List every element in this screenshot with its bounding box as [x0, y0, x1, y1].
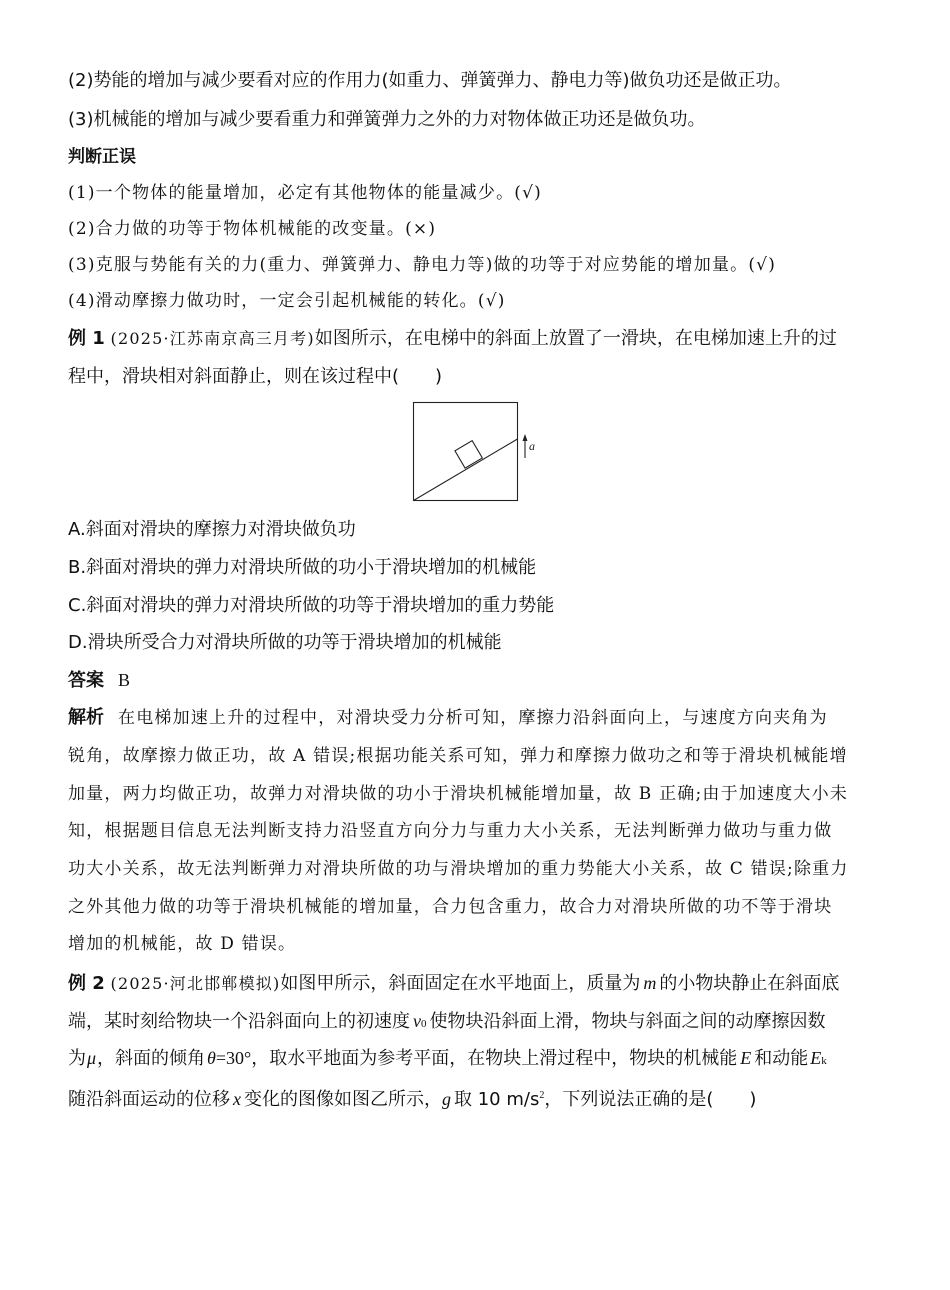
elevator-incline-figure: [410, 400, 550, 510]
symbol-theta: θ: [207, 1048, 216, 1068]
example2-text: 变化的图像如图乙所示，: [244, 1089, 442, 1110]
theta-value: =30°: [215, 1048, 252, 1068]
symbol-v0: v: [413, 1011, 421, 1031]
symbol-E: E: [740, 1048, 752, 1068]
symbol-m: m: [643, 973, 657, 993]
judge-item-1: (1)一个物体的能量增加，必定有其他物体的能量减少。(√): [68, 183, 542, 203]
symbol-Ek: E: [810, 1048, 822, 1068]
symbol-g: g: [442, 1089, 451, 1109]
example2-text: 随沿斜面运动的位移: [68, 1089, 230, 1110]
example1-stem-line2: 程中，滑块相对斜面静止，则在该过程中( ): [68, 366, 443, 387]
example2-text: 端，某时刻给物块一个沿斜面向上的初速度: [68, 1011, 410, 1032]
answer-label: 答案: [68, 670, 104, 691]
example1-source: (2025·江苏南京高三月考): [110, 329, 315, 348]
acceleration-label: a: [529, 439, 535, 453]
example2-line-4: [68, 1083, 756, 1113]
symbol-x: x: [233, 1089, 241, 1109]
judge-item-3: (3)克服与势能有关的力(重力、弹簧弹力、静电力等)做的功等于对应势能的增加量。(√): [68, 255, 777, 275]
analysis-line-1: [68, 705, 828, 731]
analysis-line-3: 加量，两力均做正功，故弹力对滑块做的功小于滑块机械能增加量，故 B 正确;由于加速度大小未: [68, 784, 849, 804]
analysis-text-1: 在电梯加速上升的过程中，对滑块受力分析可知，摩擦力沿斜面向上，与速度方向夹角为: [118, 708, 828, 728]
analysis-line-7: 增加的机械能，故 D 错误。: [68, 934, 297, 954]
example2-text: 和动能: [754, 1048, 809, 1069]
gravity-value: 取 10 m/s: [454, 1089, 540, 1110]
example2-text: 的小物块静止在斜面底: [659, 973, 840, 994]
option-a: A.斜面对滑块的摩擦力对滑块做负功: [68, 519, 356, 540]
example2-text: 使物块沿斜面上滑，物块与斜面之间的动摩擦因数: [429, 1011, 826, 1032]
analysis-line-4: 知，根据题目信息无法判断支持力沿竖直方向分力与重力大小关系，无法判断弹力做功与重力做: [68, 821, 833, 841]
judge-item-2: (2)合力做的功等于物体机械能的改变量。(×): [68, 219, 437, 239]
acceleration-arrowhead: [523, 434, 528, 441]
example1-label: 例 1: [68, 328, 105, 349]
intro-line-3: (3)机械能的增加与减少要看重力和弹簧弹力之外的力对物体做正功还是做负功。: [68, 109, 706, 130]
example2-text: ，下列说法正确的是( ): [544, 1089, 757, 1110]
analysis-label: 解析: [68, 707, 104, 728]
example2-text: 为: [68, 1048, 86, 1069]
option-d: D.滑块所受合力对滑块所做的功等于滑块增加的机械能: [68, 632, 502, 653]
analysis-line-2: 锐角，故摩擦力做正功，故 A 错误;根据功能关系可知，弹力和摩擦力做功之和等于滑块机械能增: [68, 746, 848, 766]
judge-item-4: (4)滑动摩擦力做功时，一定会引起机械能的转化。(√): [68, 291, 506, 311]
example2-text: ，斜面的倾角: [97, 1048, 206, 1069]
intro-line-2: (2)势能的增加与减少要看对应的作用力(如重力、弹簧弹力、静电力等)做负功还是做正功。: [68, 70, 792, 91]
option-b: B.斜面对滑块的弹力对滑块所做的功小于滑块增加的机械能: [68, 557, 537, 578]
example2-line-1: [68, 970, 839, 997]
example2-line-2: [68, 1008, 826, 1037]
judge-heading: 判断正误: [68, 147, 136, 167]
answer-value: B: [118, 670, 131, 690]
analysis-line-6: 之外其他力做的功等于滑块机械能的增加量，合力包含重力，故合力对滑块所做的功不等于滑块: [68, 897, 833, 917]
symbol-mu: μ: [87, 1048, 97, 1068]
symbol-Ek-subscript: k: [821, 1055, 827, 1067]
example1-stem-line1: [68, 326, 837, 352]
symbol-v0-subscript: 0: [421, 1018, 427, 1030]
example2-text: ，取水平地面为参考平面，在物块上滑过程中，物块的机械能: [251, 1048, 738, 1069]
slider-block: [455, 441, 482, 468]
example2-text: 如图甲所示，斜面固定在水平地面上，质量为: [280, 973, 641, 994]
unit-exponent: 2: [539, 1090, 545, 1101]
option-c: C.斜面对滑块的弹力对滑块所做的功等于滑块增加的重力势能: [68, 595, 555, 616]
example2-label: 例 2: [68, 973, 105, 994]
answer-line: [68, 667, 130, 694]
example2-source: (2025·河北邯郸模拟): [110, 974, 281, 993]
analysis-line-5: 功大小关系，故无法判断弹力对滑块所做的功与滑块增加的重力势能大小关系，故 C 错误;除重力: [68, 859, 849, 879]
example2-line-3: [68, 1045, 827, 1074]
example1-stem-text1: 如图所示，在电梯中的斜面上放置了一滑块，在电梯加速上升的过: [314, 328, 837, 349]
